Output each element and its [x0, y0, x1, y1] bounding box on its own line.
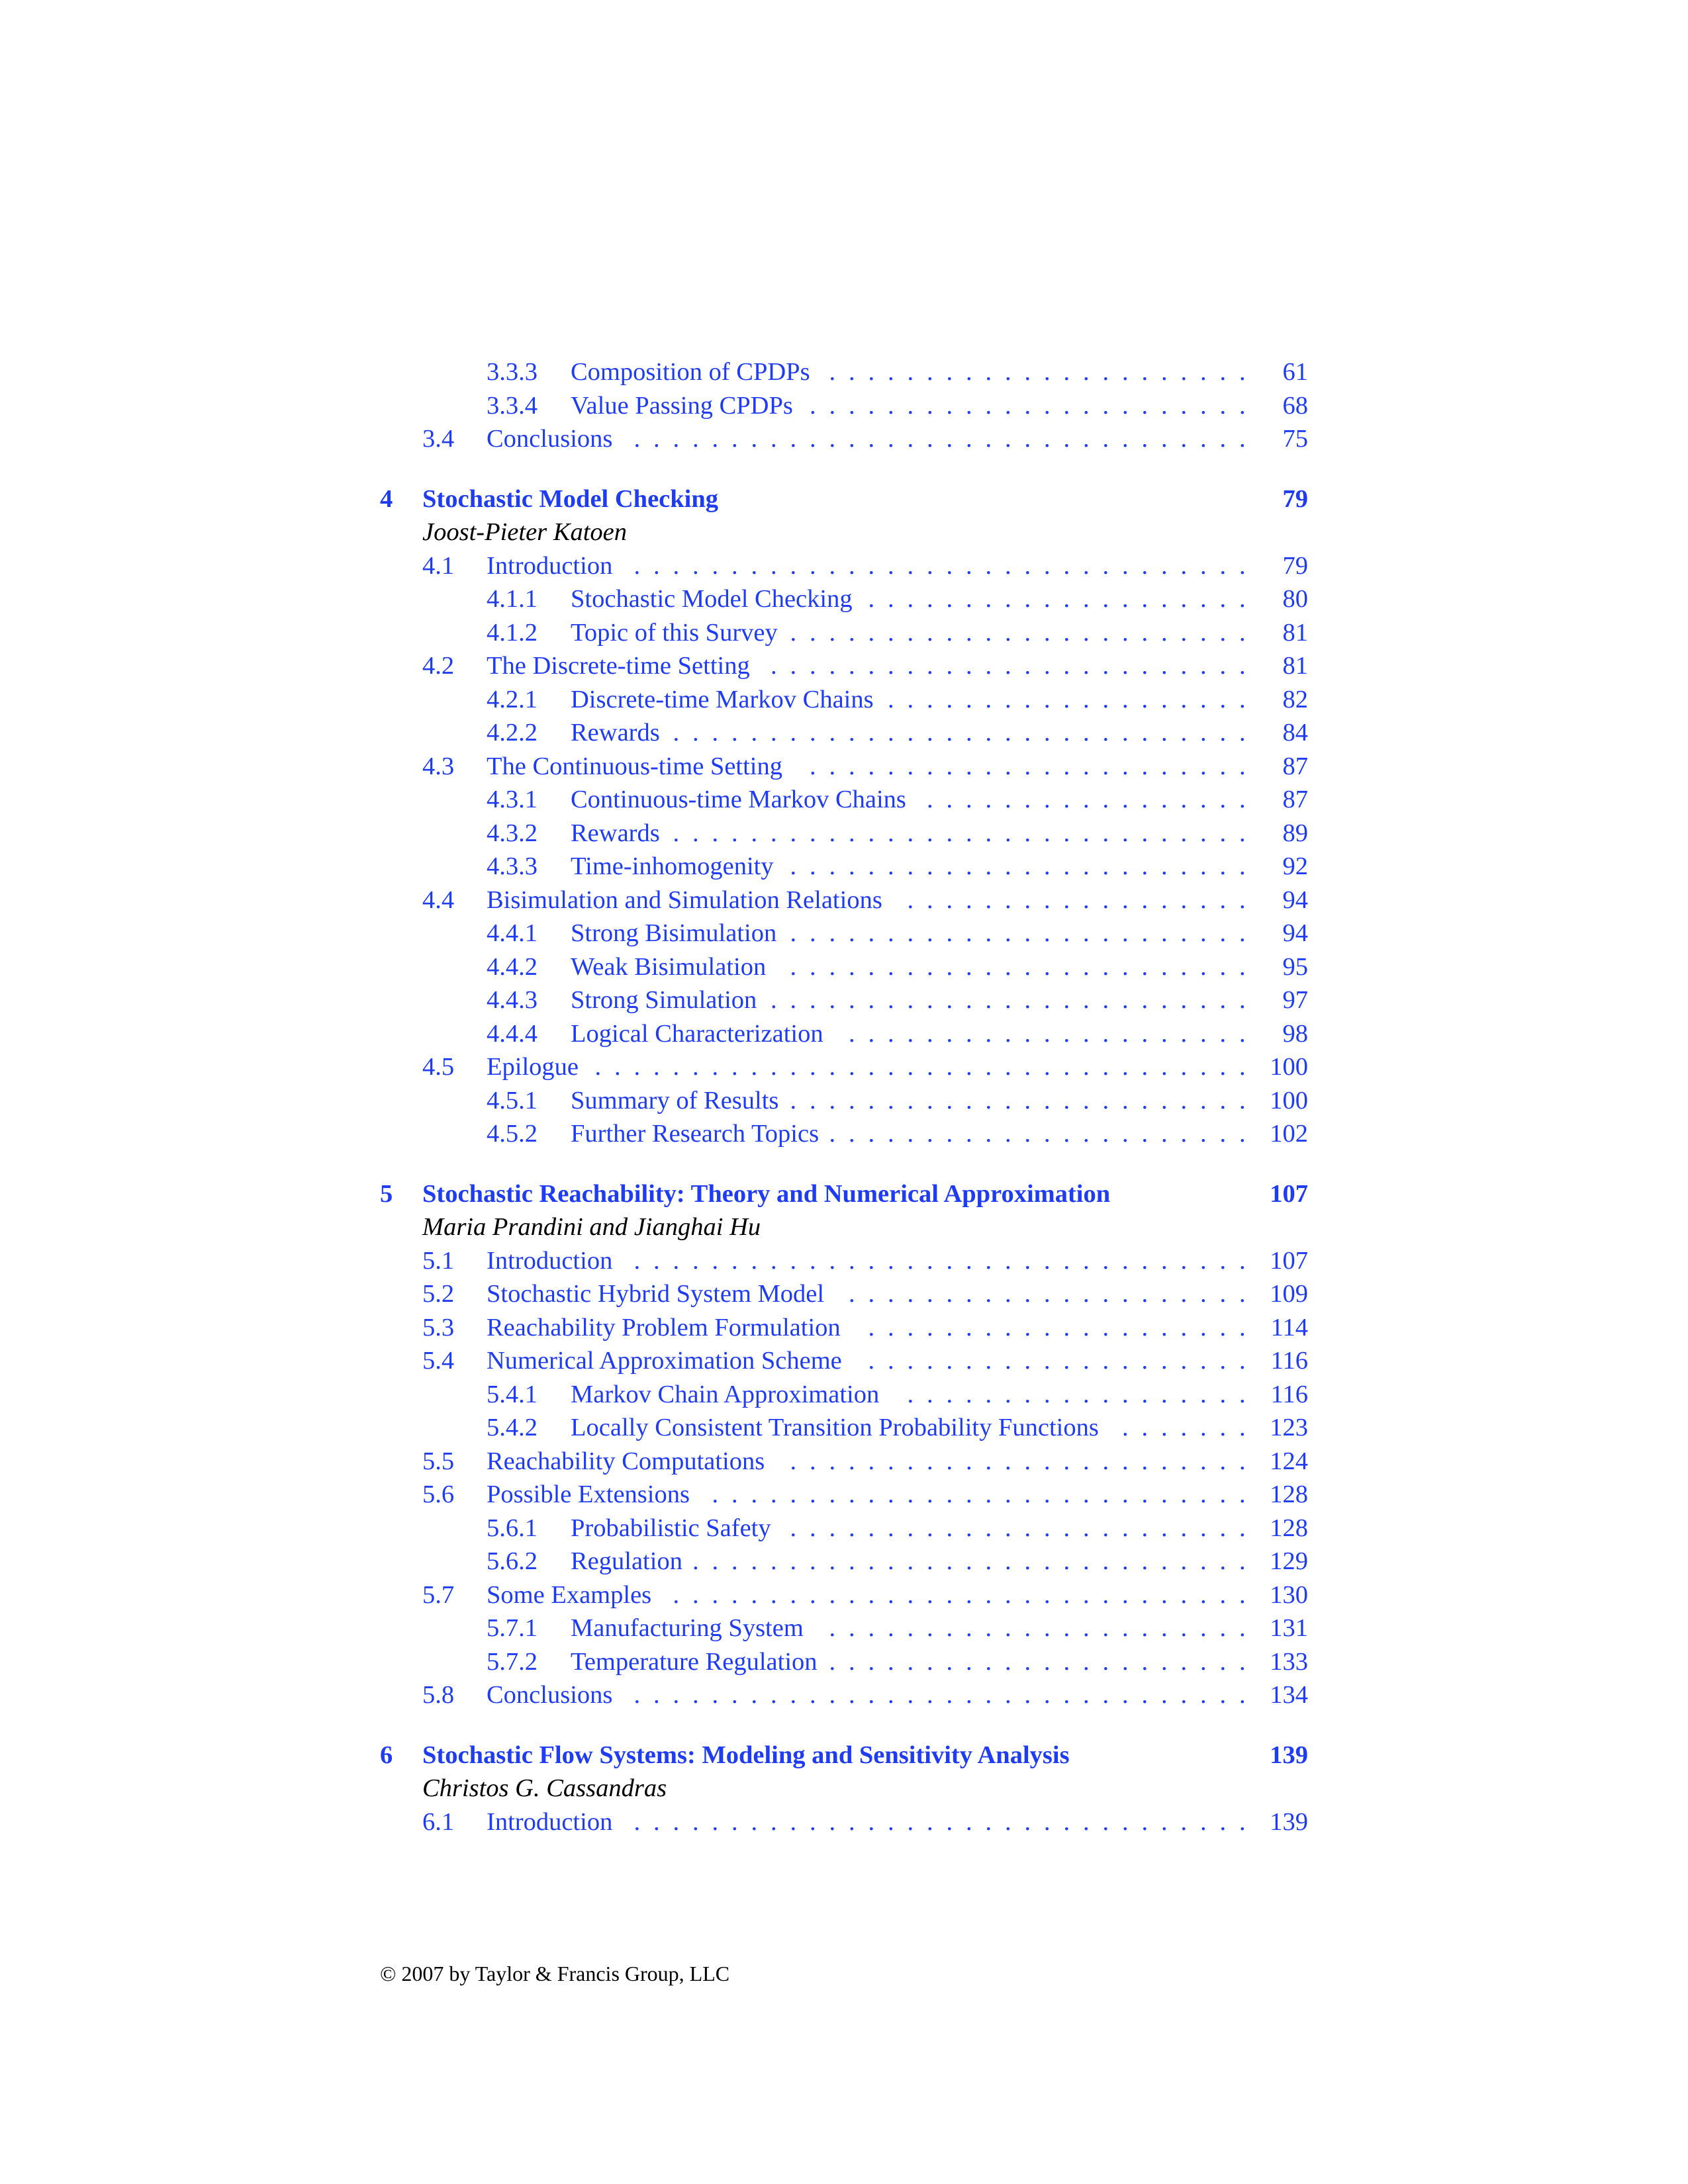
toc-entry-sub[interactable] — [380, 850, 1308, 883]
toc-title[interactable]: The Discrete-time Setting — [487, 652, 750, 680]
toc-page-number[interactable]: 84 — [1282, 719, 1308, 747]
toc-title[interactable]: Possible Extensions — [487, 1480, 690, 1508]
dot-leader: ....................... — [810, 752, 1258, 780]
toc-title[interactable]: Continuous-time Markov Chains — [571, 786, 906, 813]
toc-entry-sub[interactable] — [380, 716, 1308, 749]
toc-title[interactable]: Reachability Problem Formulation — [487, 1313, 841, 1342]
toc-title[interactable]: Introduction — [487, 1246, 613, 1275]
toc-title[interactable]: Rewards — [571, 819, 660, 847]
toc-page-number[interactable]: 95 — [1282, 952, 1308, 981]
dot-leader: ........................ — [790, 618, 1258, 647]
toc-title[interactable]: Manufacturing System — [571, 1614, 804, 1642]
toc-entry-sub[interactable] — [380, 1612, 1308, 1645]
toc-page-number[interactable]: 94 — [1282, 886, 1308, 914]
toc-title[interactable]: Further Research Topics — [571, 1120, 820, 1148]
toc-title[interactable]: Temperature Regulation — [571, 1647, 818, 1676]
toc-number: 4.4 — [422, 886, 455, 914]
dot-leader: ........................ — [790, 1514, 1258, 1542]
toc-number: 5.4 — [422, 1347, 455, 1375]
toc-entry-section[interactable] — [380, 1311, 1308, 1344]
toc-number: 5.4.2 — [487, 1414, 538, 1441]
dot-leader: ................................ — [633, 1807, 1258, 1836]
toc-page-number[interactable]: 87 — [1282, 752, 1308, 780]
toc-entry-sub[interactable] — [380, 1411, 1308, 1444]
toc-title[interactable]: Conclusions — [487, 1681, 613, 1709]
toc-page-number[interactable]: 129 — [1270, 1547, 1308, 1575]
toc-number: 6 — [380, 1741, 393, 1769]
toc-number: 4.5.2 — [487, 1120, 538, 1148]
toc-title[interactable]: Regulation — [571, 1547, 682, 1575]
dot-leader: ......................... — [771, 986, 1258, 1014]
dot-leader: .................... — [868, 1313, 1258, 1342]
toc-title[interactable]: Locally Consistent Transition Probability Functions — [571, 1414, 1099, 1441]
toc-entry-sub[interactable] — [380, 1084, 1308, 1117]
toc-page-number[interactable]: 80 — [1282, 585, 1308, 613]
toc-title[interactable]: Strong Simulation — [571, 986, 757, 1014]
toc-number: 5.4.1 — [487, 1380, 538, 1408]
dot-leader: .................................. — [594, 1053, 1258, 1081]
toc-number: 3.3.4 — [487, 391, 538, 420]
dot-leader: .............................. — [673, 819, 1258, 847]
toc-page-number[interactable]: 100 — [1270, 1053, 1308, 1081]
dot-leader: ................................ — [633, 425, 1258, 453]
dot-leader: ........................ — [790, 1086, 1258, 1115]
toc-page-number[interactable]: 61 — [1282, 358, 1308, 386]
toc-page-number[interactable]: 79 — [1282, 484, 1308, 513]
toc-page-number[interactable]: 81 — [1282, 652, 1308, 680]
toc-entry-section[interactable] — [380, 1344, 1308, 1377]
toc-number: 5 — [380, 1179, 393, 1208]
toc-title[interactable]: Rewards — [571, 719, 660, 747]
toc-entry-sub[interactable] — [380, 355, 1308, 388]
dot-leader: ............................. — [692, 1547, 1258, 1575]
toc-number: 4.4.4 — [487, 1019, 538, 1048]
toc-number: 5.7 — [422, 1580, 455, 1609]
toc-page-number[interactable]: 130 — [1270, 1580, 1308, 1609]
toc-page-number[interactable]: 97 — [1282, 986, 1308, 1014]
toc-number: 4.1 — [422, 551, 455, 580]
toc-entry-sub[interactable] — [380, 983, 1308, 1017]
dot-leader: .............................. — [673, 1580, 1258, 1609]
toc-page-number[interactable]: 133 — [1270, 1647, 1308, 1676]
dot-leader: ................................ — [633, 1246, 1258, 1275]
toc-number: 5.8 — [422, 1681, 455, 1709]
dot-leader: .................. — [907, 886, 1258, 914]
toc-number: 4.4.2 — [487, 952, 538, 981]
toc-number: 5.6.1 — [487, 1514, 538, 1542]
toc-entry-section[interactable] — [380, 422, 1308, 455]
toc-entry-sub[interactable] — [380, 1378, 1308, 1411]
toc-page-number[interactable]: 114 — [1270, 1313, 1308, 1342]
toc-entry-chapter[interactable] — [380, 1177, 1308, 1210]
dot-leader: ................... — [888, 685, 1258, 713]
toc-page-number[interactable]: 100 — [1270, 1086, 1308, 1115]
toc-entry-section[interactable] — [380, 549, 1308, 582]
toc-number: 4.3.3 — [487, 852, 538, 880]
toc-title[interactable]: Topic of this Survey — [571, 618, 778, 647]
toc-number: 4.4.1 — [487, 919, 538, 947]
toc-page-number[interactable]: 116 — [1270, 1347, 1308, 1375]
dot-leader: ........................ — [790, 952, 1258, 981]
toc-number: 4.3.1 — [487, 786, 538, 813]
toc-title[interactable]: Composition of CPDPs — [571, 358, 810, 386]
toc-entry-section[interactable] — [380, 1277, 1308, 1310]
toc-title[interactable]: Introduction — [487, 1807, 613, 1836]
toc-entry-section[interactable] — [380, 750, 1308, 783]
toc-title[interactable]: Stochastic Hybrid System Model — [487, 1280, 825, 1308]
toc-page-number[interactable]: 87 — [1282, 786, 1308, 813]
toc-entry-sub[interactable] — [380, 917, 1308, 950]
dot-leader: ...................... — [829, 1120, 1258, 1148]
toc-page-number[interactable]: 128 — [1270, 1514, 1308, 1542]
toc-page-number[interactable]: 92 — [1282, 852, 1308, 880]
toc-entry-sub[interactable] — [380, 817, 1308, 850]
toc-title[interactable]: Introduction — [487, 551, 613, 580]
toc-page-number[interactable]: 128 — [1270, 1480, 1308, 1508]
toc-title[interactable]: Logical Characterization — [571, 1019, 823, 1048]
toc-entry-sub[interactable] — [380, 1117, 1308, 1150]
toc-number: 4.1.2 — [487, 618, 538, 647]
toc-number: 4.3 — [422, 752, 455, 780]
toc-title[interactable]: Time-inhomogenity — [571, 852, 774, 880]
toc-entry-chapter[interactable] — [380, 1739, 1308, 1772]
toc-title[interactable]: Stochastic Model Checking — [422, 484, 719, 513]
toc-page-number[interactable]: 107 — [1270, 1246, 1308, 1275]
toc-entry-sub[interactable] — [380, 582, 1308, 615]
toc-page-number[interactable]: 81 — [1282, 618, 1308, 647]
toc-page-number[interactable]: 131 — [1270, 1614, 1308, 1642]
toc-page-number[interactable]: 68 — [1282, 391, 1308, 420]
dot-leader: ........................ — [790, 852, 1258, 880]
dot-leader: ...................... — [829, 1647, 1258, 1676]
toc-title[interactable]: Bisimulation and Simulation Relations — [487, 886, 882, 914]
toc-page-number[interactable]: 116 — [1270, 1380, 1308, 1408]
toc-title[interactable]: Stochastic Flow Systems: Modeling and Sensitivity Analysis — [422, 1741, 1070, 1769]
toc-number: 4.3.2 — [487, 819, 538, 847]
dot-leader: ..................... — [849, 1019, 1258, 1048]
toc-number: 5.6 — [422, 1480, 455, 1508]
toc-author — [380, 1210, 1308, 1244]
toc-entry-sub[interactable] — [380, 950, 1308, 983]
toc-page-number[interactable]: 107 — [1270, 1179, 1308, 1208]
toc-author — [380, 516, 1308, 549]
toc-page-number[interactable]: 123 — [1270, 1414, 1308, 1441]
toc-number: 4.2.2 — [487, 719, 538, 747]
toc-page-number[interactable]: 79 — [1282, 551, 1308, 580]
dot-leader: .................... — [868, 585, 1258, 613]
toc-entry-sub[interactable] — [380, 1545, 1308, 1578]
toc-entry-sub[interactable] — [380, 616, 1308, 649]
dot-leader: ................................ — [633, 551, 1258, 580]
toc-page-number[interactable]: 124 — [1270, 1447, 1308, 1475]
toc-title[interactable]: Value Passing CPDPs — [571, 391, 793, 420]
toc-title[interactable]: Probabilistic Safety — [571, 1514, 771, 1542]
toc-number: 4.5 — [422, 1053, 455, 1081]
toc-entry-section[interactable] — [380, 1244, 1308, 1277]
toc-number: 3.3.3 — [487, 358, 538, 386]
author-names: Christos G. Cassandras — [422, 1774, 667, 1802]
toc-title[interactable]: Discrete-time Markov Chains — [571, 685, 874, 713]
toc-page-number[interactable]: 82 — [1282, 685, 1308, 713]
toc-number: 3.4 — [422, 425, 455, 453]
toc-number: 5.1 — [422, 1246, 455, 1275]
dot-leader: ...................... — [829, 1614, 1258, 1642]
toc-number: 4 — [380, 484, 393, 513]
toc-page-number[interactable]: 89 — [1282, 819, 1308, 847]
toc-number: 5.7.2 — [487, 1647, 538, 1676]
toc-entry-section[interactable] — [380, 1445, 1308, 1478]
toc-number: 5.3 — [422, 1313, 455, 1342]
toc-entry-sub[interactable] — [380, 1645, 1308, 1678]
toc-page-number[interactable]: 139 — [1270, 1807, 1308, 1836]
toc-number: 4.5.1 — [487, 1086, 538, 1115]
toc-number: 4.2 — [422, 652, 455, 680]
toc-number: 6.1 — [422, 1807, 455, 1836]
toc-title[interactable]: Strong Bisimulation — [571, 919, 777, 947]
toc-number: 5.7.1 — [487, 1614, 538, 1642]
toc-page-number[interactable]: 139 — [1270, 1741, 1308, 1769]
dot-leader: ................................ — [633, 1681, 1258, 1709]
toc-entry-chapter[interactable] — [380, 482, 1308, 516]
dot-leader: ..................... — [849, 1280, 1258, 1308]
toc-number: 5.6.2 — [487, 1547, 538, 1575]
dot-leader: .................... — [868, 1347, 1258, 1375]
dot-leader: ........................ — [790, 1447, 1258, 1475]
toc-entry-sub[interactable] — [380, 783, 1308, 816]
toc-number: 5.2 — [422, 1280, 455, 1308]
toc-entry-sub[interactable] — [380, 1512, 1308, 1545]
toc-entry-sub[interactable] — [380, 1017, 1308, 1050]
toc-number: 5.5 — [422, 1447, 455, 1475]
copyright-footer: © 2007 by Taylor & Francis Group, LLC — [380, 1962, 730, 1985]
toc-title[interactable]: Stochastic Model Checking — [571, 585, 853, 613]
toc-page-number[interactable]: 75 — [1282, 425, 1308, 453]
toc-entry-section[interactable] — [380, 1678, 1308, 1711]
toc-title[interactable]: Epilogue — [487, 1053, 579, 1081]
toc-title[interactable]: Markov Chain Approximation — [571, 1380, 880, 1408]
toc-page-number[interactable]: 102 — [1270, 1120, 1308, 1148]
dot-leader: .............................. — [673, 719, 1258, 747]
toc-page-number[interactable]: 98 — [1282, 1019, 1308, 1048]
toc-entry-section[interactable] — [380, 884, 1308, 917]
toc-title[interactable]: Conclusions — [487, 425, 613, 453]
toc-entry-section[interactable] — [380, 1478, 1308, 1511]
author-names: Maria Prandini and Jianghai Hu — [422, 1213, 761, 1241]
toc-title[interactable]: Weak Bisimulation — [571, 952, 767, 981]
toc-title[interactable]: Stochastic Reachability: Theory and Numerical Approximation — [422, 1179, 1111, 1208]
dot-leader: .................. — [907, 1380, 1258, 1408]
toc-page-number[interactable]: 94 — [1282, 919, 1308, 947]
toc-page-number[interactable]: 134 — [1270, 1681, 1308, 1709]
toc-title[interactable]: Summary of Results — [571, 1086, 779, 1115]
dot-leader: ...................... — [829, 358, 1258, 386]
toc-title[interactable]: Numerical Approximation Scheme — [487, 1347, 842, 1375]
dot-leader: ............................ — [712, 1480, 1258, 1508]
toc-entry-sub[interactable] — [380, 683, 1308, 716]
dot-leader: ................. — [927, 786, 1258, 813]
toc-entry-section[interactable] — [380, 1805, 1308, 1839]
dot-leader: ....................... — [810, 391, 1258, 420]
toc-title[interactable]: Some Examples — [487, 1580, 652, 1609]
toc-entry-sub[interactable] — [380, 389, 1308, 422]
toc-author — [380, 1772, 1308, 1805]
toc-number: 4.1.1 — [487, 585, 538, 613]
toc-page-number[interactable]: 109 — [1270, 1280, 1308, 1308]
toc-number: 4.2.1 — [487, 685, 538, 713]
toc-number: 4.4.3 — [487, 986, 538, 1014]
author-names: Joost-Pieter Katoen — [422, 518, 627, 546]
toc-entry-section[interactable] — [380, 1050, 1308, 1083]
dot-leader: ........................ — [790, 919, 1258, 947]
toc-title[interactable]: Reachability Computations — [487, 1447, 765, 1475]
toc-entry-section[interactable] — [380, 1578, 1308, 1612]
toc-title[interactable]: The Continuous-time Setting — [487, 752, 782, 780]
dot-leader: ....... — [1122, 1414, 1258, 1441]
toc-entry-section[interactable] — [380, 649, 1308, 682]
dot-leader: ......................... — [771, 652, 1258, 680]
